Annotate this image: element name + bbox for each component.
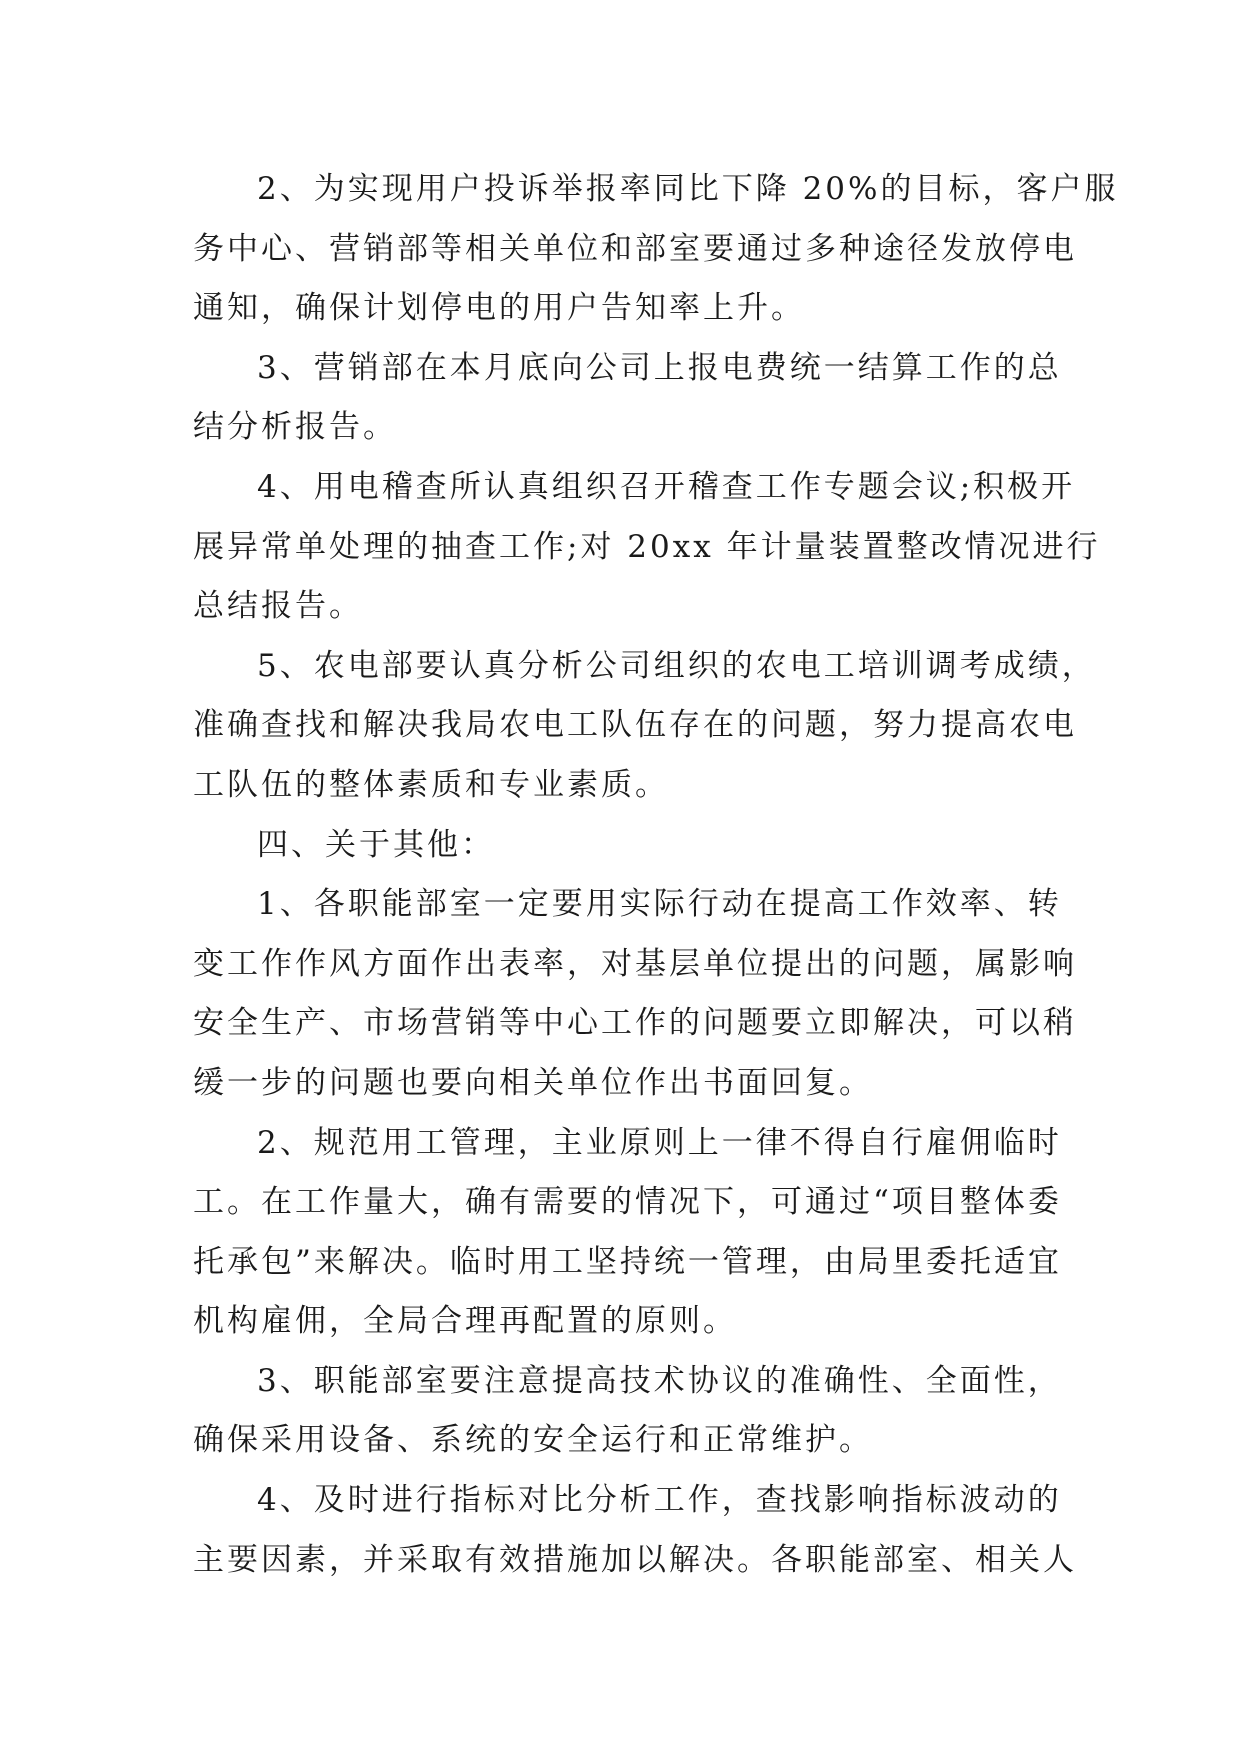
- text-line: 5、农电部要认真分析公司组织的农电工培训调考成绩，: [257, 647, 1096, 684]
- text-line: 变工作作风方面作出表率，对基层单位提出的问题，属影响: [193, 945, 1077, 982]
- paragraph-other-item-3: [193, 1352, 1062, 1471]
- text-line: 3、职能部室要注意提高技术协议的准确性、全面性，: [257, 1362, 1062, 1399]
- section-heading-text: 四、关于其他：: [257, 826, 495, 863]
- text-line: 准确查找和解决我局农电工队伍存在的问题，努力提高农电: [193, 707, 1077, 744]
- text-line: 务中心、营销部等相关单位和部室要通过多种途径发放停电: [193, 230, 1077, 267]
- text-line: 3、营销部在本月底向公司上报电费统一结算工作的总: [257, 349, 1062, 386]
- paragraph-item-2-complaint-rate: [193, 160, 1119, 339]
- section-heading-other: [193, 816, 1053, 876]
- text-line: 机构雇佣，全局合理再配置的原则。: [193, 1303, 737, 1340]
- text-line: 缓一步的问题也要向相关单位作出书面回复。: [193, 1064, 873, 1101]
- text-line: 通知，确保计划停电的用户告知率上升。: [193, 290, 805, 327]
- text-line: 4、用电稽查所认真组织召开稽查工作专题会议;积极开: [257, 468, 1076, 505]
- text-line: 结分析报告。: [193, 409, 397, 446]
- text-line: 确保采用设备、系统的安全运行和正常维护。: [193, 1422, 873, 1459]
- paragraph-item-5-rural-electric: [193, 637, 1096, 816]
- paragraph-item-4-inspection: [193, 458, 1101, 637]
- paragraph-other-item-1: [193, 875, 1077, 1113]
- text-line: 总结报告。: [193, 588, 363, 625]
- text-line: 4、及时进行指标对比分析工作，查找影响指标波动的: [257, 1482, 1062, 1519]
- text-line: 展异常单处理的抽查工作;对 20xx 年计量装置整改情况进行: [193, 528, 1101, 565]
- paragraph-item-3-marketing-report: [193, 339, 1062, 458]
- text-line: 工队伍的整体素质和专业素质。: [193, 766, 669, 803]
- text-line: 主要因素，并采取有效措施加以解决。各职能部室、相关人: [193, 1541, 1077, 1578]
- text-line: 2、规范用工管理，主业原则上一律不得自行雇佣临时: [257, 1124, 1062, 1161]
- document-body: [193, 160, 1119, 1590]
- text-line: 安全生产、市场营销等中心工作的问题要立即解决，可以稍: [193, 1005, 1077, 1042]
- text-line: 工。在工作量大，确有需要的情况下，可通过“项目整体委: [193, 1184, 1062, 1221]
- paragraph-other-item-2: [193, 1114, 1062, 1352]
- paragraph-other-item-4: [193, 1471, 1077, 1590]
- text-line: 托承包”来解决。临时用工坚持统一管理，由局里委托适宜: [193, 1243, 1062, 1280]
- text-line: 2、为实现用户投诉举报率同比下降 20%的目标，客户服: [257, 171, 1119, 207]
- text-line: 1、各职能部室一定要用实际行动在提高工作效率、转: [257, 886, 1062, 923]
